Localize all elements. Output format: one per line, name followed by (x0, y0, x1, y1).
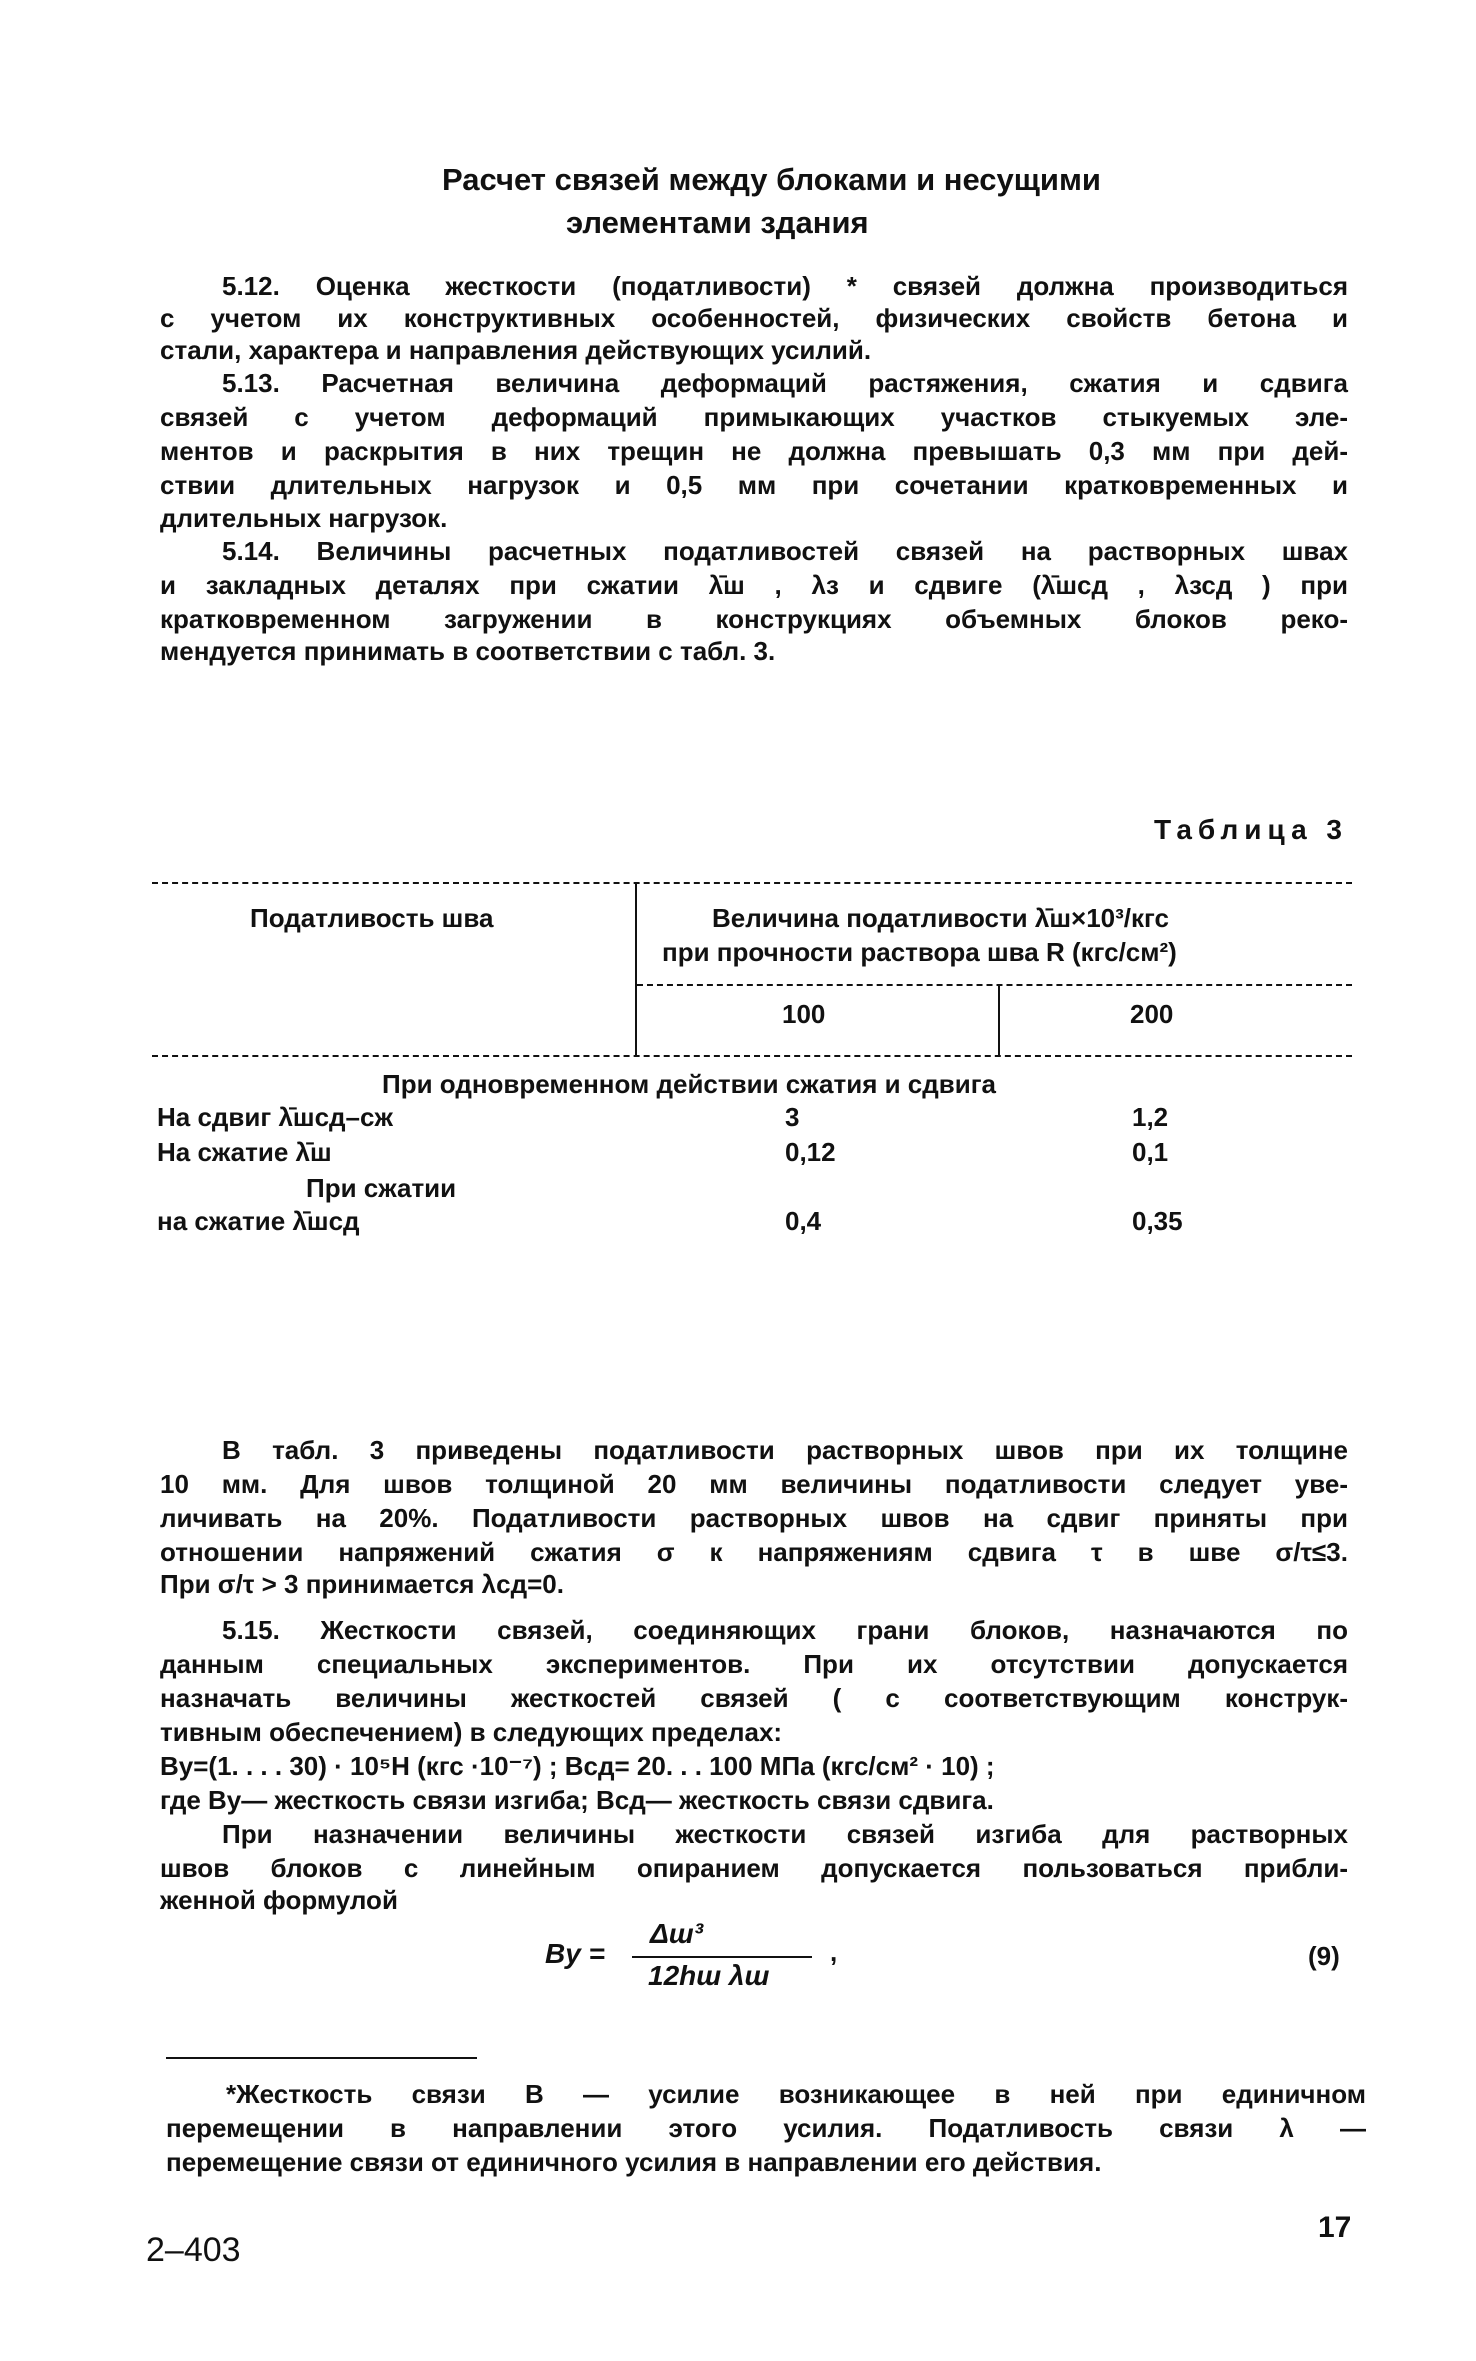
equation-number: (9) (1308, 1941, 1340, 1971)
text-line: 10 мм. Для швов толщиной 20 мм величины податливости следует уве- (160, 1469, 1348, 1499)
fraction-bar (632, 1956, 812, 1958)
text-line: личивать на 20%. Податливости растворных швов на сдвиг приняты при (160, 1503, 1348, 1533)
cell-100: 0,12 (785, 1137, 836, 1167)
text-line: назначать величины жесткостей связей ( с соответствующим конструк- (160, 1683, 1348, 1713)
formula-comma: , (830, 1937, 838, 1967)
text-line: данным специальных экспериментов. При их отсутствии допускается (160, 1649, 1348, 1679)
text-line: *Жесткость связи B — усилие возникающее в ней при единичном (226, 2079, 1366, 2109)
section-title: При сжатии (306, 1173, 457, 1203)
table-top-rule (152, 882, 1352, 884)
formula-denominator: 12hш λш (648, 1960, 770, 1991)
row-label: На сдвиг λ̄шсд–сж (157, 1102, 393, 1132)
signature-mark: 2–403 (146, 2231, 241, 2269)
cell-200: 1,2 (1132, 1102, 1169, 1132)
table-caption: Таблица 3 (1153, 814, 1348, 845)
section-title: При одновременном действии сжатия и сдвига (382, 1069, 997, 1099)
text-line: 5.14. Величины расчетных податливостей связей на растворных швах (222, 536, 1348, 566)
text-line: кратковременном загружении в конструкциях объемных блоков реко- (160, 604, 1348, 634)
cell-200: 0,35 (1132, 1206, 1183, 1236)
text-line: перемещение связи от единичного усилия в направлении его действия. (166, 2147, 1102, 2177)
text-line: женной формулой (160, 1885, 398, 1915)
cell-100: 0,4 (785, 1206, 822, 1236)
text-line: связей с учетом деформаций примыкающих участков стыкуемых эле- (160, 402, 1348, 432)
formula-numerator: Δш³ (650, 1918, 704, 1949)
cell-200: 0,1 (1132, 1137, 1169, 1167)
column-header-compliance: Податливость шва (250, 903, 494, 933)
text-line: тивным обеспечением) в следующих пределах: (160, 1717, 783, 1747)
subheader-100: 100 (782, 999, 826, 1029)
text-line: стали, характера и направления действующих усилий. (160, 335, 872, 365)
text-line: Bу=(1. . . . 30) · 10⁵Н (кгс ·10⁻⁷) ; Bсд= 20. . . 100 МПа (кгс/см² · 10) ; (160, 1751, 995, 1781)
cell-100: 3 (785, 1102, 800, 1132)
text-line: В табл. 3 приведены податливости растворных швов при их толщине (222, 1435, 1348, 1465)
heading-line-2: элементами здания (566, 205, 869, 240)
row-label: на сжатие λ̄шсд (157, 1206, 360, 1236)
column-group-header-line-2: при прочности раствора шва R (кгс/см²) (662, 937, 1177, 967)
text-line: При назначении величины жесткости связей изгиба для растворных (222, 1819, 1348, 1849)
text-line: ствии длительных нагрузок и 0,5 мм при сочетании кратковременных и (160, 470, 1348, 500)
header-bottom-rule (152, 1055, 1352, 1057)
text-line: длительных нагрузок. (160, 503, 448, 533)
text-line: При σ/τ > 3 принимается λсд=0. (160, 1569, 564, 1599)
subcolumn-divider (998, 984, 1000, 1055)
heading-line-1: Расчет связей между блоками и несущими (442, 162, 1101, 197)
text-line: и закладных деталях при сжатии λ̄ш , λз и сдвиге (λ̄шсд , λзсд ) при (160, 570, 1348, 600)
text-line: мендуется принимать в соответствии с табл. 3. (160, 636, 776, 666)
page-number: 17 (1318, 2211, 1352, 2244)
text-line: где Bу— жесткость связи изгиба; Bсд— жесткость связи сдвига. (160, 1785, 994, 1815)
subheader-200: 200 (1130, 999, 1174, 1029)
text-line: 5.15. Жесткости связей, соединяющих грани блоков, назначаются по (222, 1615, 1348, 1645)
text-line: отношении напряжений сжатия σ к напряжениям сдвига τ в шве σ/τ≤3. (160, 1537, 1348, 1567)
subheader-rule (637, 984, 1352, 986)
text-line: 5.12. Оценка жесткости (податливости) * связей должна производиться (222, 271, 1348, 301)
formula-lhs: Bу = (545, 1938, 605, 1969)
column-divider (635, 882, 637, 1055)
text-line: 5.13. Расчетная величина деформаций растяжения, сжатия и сдвига (222, 368, 1348, 398)
text-line: ментов и раскрытия в них трещин не должна превышать 0,3 мм при дей- (160, 436, 1348, 466)
footnote-rule (166, 2057, 477, 2059)
column-group-header-line-1: Величина податливости λ̄ш×10³/кгс (712, 903, 1169, 933)
text-line: перемещении в направлении этого усилия. Податливость связи λ — (166, 2113, 1366, 2143)
text-line: швов блоков с линейным опиранием допускается пользоваться прибли- (160, 1853, 1348, 1883)
text-line: с учетом их конструктивных особенностей, физических свойств бетона и (160, 303, 1348, 333)
row-label: На сжатие λ̄ш (157, 1137, 332, 1167)
